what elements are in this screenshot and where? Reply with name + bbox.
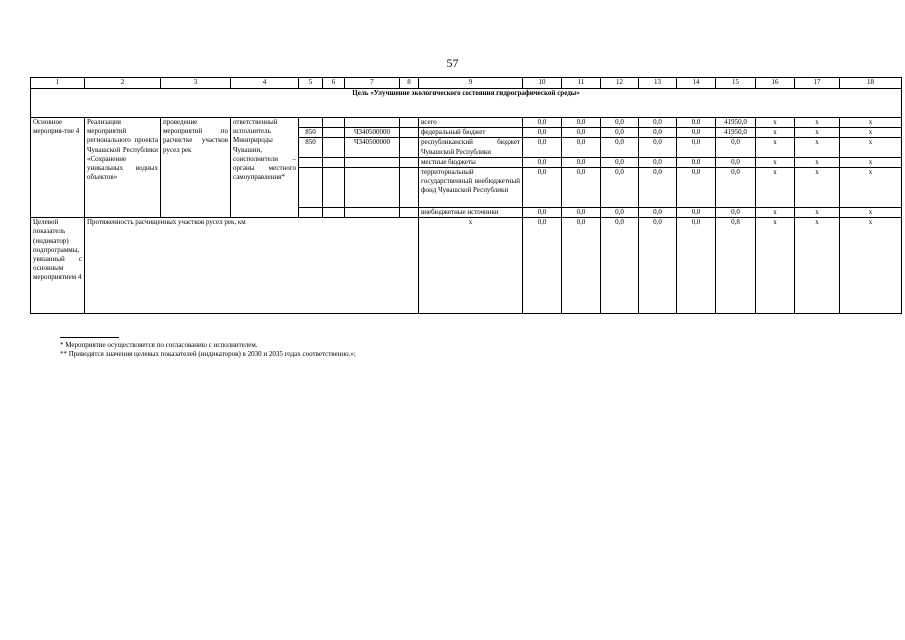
value-cell: 0,0 xyxy=(523,168,562,208)
value-cell: 0,0 xyxy=(601,157,639,167)
header-cell: 18 xyxy=(840,78,902,89)
indicator-value: 0,0 xyxy=(677,218,716,314)
value-cell: 0,0 xyxy=(562,138,601,157)
indicator-value: 0,0 xyxy=(562,218,601,314)
code-cell xyxy=(323,128,345,138)
header-cell: 2 xyxy=(85,78,161,89)
value-cell: 0,0 xyxy=(601,168,639,208)
event-name: Реализация мероприятий регионального проекта Чувашской Республики «Сохранение уникальных водных объектов» xyxy=(85,118,161,218)
footnote-separator xyxy=(60,337,119,338)
value-cell: 0,0 xyxy=(677,208,716,218)
code-cell xyxy=(400,118,419,128)
value-cell: 0,0 xyxy=(523,118,562,128)
code-cell xyxy=(345,157,400,167)
code-cell xyxy=(345,168,400,208)
value-cell: 0,0 xyxy=(677,128,716,138)
indicator-row xyxy=(31,218,902,314)
code-cell xyxy=(400,128,419,138)
value-cell: 41950,0 xyxy=(716,128,756,138)
code-cell xyxy=(299,168,323,208)
goal-row xyxy=(31,89,902,118)
finance-row xyxy=(31,118,902,128)
code-cell: 850 xyxy=(299,138,323,157)
value-cell: 0,0 xyxy=(601,138,639,157)
value-cell: x xyxy=(840,138,902,157)
header-cell: 7 xyxy=(345,78,400,89)
value-cell: 0,0 xyxy=(677,168,716,208)
header-cell: 8 xyxy=(400,78,419,89)
indicator-value: 0,8 xyxy=(716,218,756,314)
value-cell: x xyxy=(840,208,902,218)
header-cell: 4 xyxy=(231,78,299,89)
value-cell: 41950,0 xyxy=(716,118,756,128)
value-cell: x xyxy=(840,168,902,208)
value-cell: x xyxy=(756,157,795,167)
value-cell: 0,0 xyxy=(523,128,562,138)
value-cell: 0,0 xyxy=(639,128,677,138)
value-cell: x xyxy=(756,138,795,157)
value-cell: x xyxy=(795,138,840,157)
footnote: * Мероприятие осуществляется по согласованию с исполнителем. xyxy=(60,341,258,349)
value-cell: 0,0 xyxy=(562,208,601,218)
code-cell xyxy=(400,208,419,218)
code-cell xyxy=(345,118,400,128)
funding-source: всего xyxy=(419,118,523,128)
header-cell: 9 xyxy=(419,78,523,89)
value-cell: 0,0 xyxy=(677,118,716,128)
value-cell: x xyxy=(756,168,795,208)
header-cell: 14 xyxy=(677,78,716,89)
code-cell xyxy=(323,118,345,128)
value-cell: 0,0 xyxy=(562,168,601,208)
header-cell: 10 xyxy=(523,78,562,89)
code-cell: Ч340500000 xyxy=(345,138,400,157)
code-cell: 850 xyxy=(299,128,323,138)
value-cell: x xyxy=(840,157,902,167)
value-cell: 0,0 xyxy=(639,138,677,157)
value-cell: 0,0 xyxy=(677,138,716,157)
value-cell: 0,0 xyxy=(523,157,562,167)
indicator-label: Целевой показатель (индикатор) подпрограммы, увязанный с основным мероприятием 4 xyxy=(31,218,85,314)
funding-source: республиканский бюджет Чувашской Республики xyxy=(419,138,523,157)
value-cell: x xyxy=(795,168,840,208)
event-description: проведение мероприятий по расчистке участков русел рек xyxy=(161,118,231,218)
value-cell: x xyxy=(795,208,840,218)
code-cell xyxy=(299,208,323,218)
code-cell xyxy=(400,168,419,208)
indicator-value: 0,0 xyxy=(523,218,562,314)
value-cell: 0,0 xyxy=(523,208,562,218)
value-cell: 0,0 xyxy=(601,208,639,218)
value-cell: x xyxy=(756,128,795,138)
value-cell: 0,0 xyxy=(562,118,601,128)
header-cell: 16 xyxy=(756,78,795,89)
value-cell: x xyxy=(840,128,902,138)
value-cell: x xyxy=(795,128,840,138)
indicator-value: x xyxy=(795,218,840,314)
indicator-value: 0,0 xyxy=(601,218,639,314)
program-table xyxy=(30,77,902,314)
value-cell: 0,0 xyxy=(716,157,756,167)
code-cell xyxy=(299,118,323,128)
code-cell xyxy=(345,208,400,218)
code-cell xyxy=(299,157,323,167)
value-cell: x xyxy=(840,118,902,128)
code-cell xyxy=(400,157,419,167)
indicator-description: Протяженность расчищенных участков русел рек, км xyxy=(85,218,419,314)
event-type: Основное мероприя-тие 4 xyxy=(31,118,85,218)
value-cell: 0,0 xyxy=(562,157,601,167)
value-cell: 0,0 xyxy=(639,118,677,128)
value-cell: 0,0 xyxy=(523,138,562,157)
header-row xyxy=(31,78,902,89)
footnote: ** Приводятся значения целевых показателей (индикаторов) в 2030 и 2035 годах соответственно.»; xyxy=(60,350,356,358)
funding-source: местные бюджеты xyxy=(419,157,523,167)
value-cell: 0,0 xyxy=(639,208,677,218)
value-cell: x xyxy=(795,157,840,167)
value-cell: 0,0 xyxy=(716,138,756,157)
header-cell: 5 xyxy=(299,78,323,89)
header-cell: 13 xyxy=(639,78,677,89)
value-cell: x xyxy=(795,118,840,128)
value-cell: x xyxy=(756,118,795,128)
code-cell xyxy=(400,138,419,157)
funding-source: федеральный бюджет xyxy=(419,128,523,138)
header-cell: 1 xyxy=(31,78,85,89)
header-cell: 3 xyxy=(161,78,231,89)
header-cell: 12 xyxy=(601,78,639,89)
code-cell: Ч340500000 xyxy=(345,128,400,138)
header-cell: 15 xyxy=(716,78,756,89)
funding-source: территориальный государственный внебюджетный фонд Чувашской Республики xyxy=(419,168,523,208)
value-cell: 0,0 xyxy=(601,128,639,138)
event-executor: ответственный исполнитель Минприроды Чувашии, соисполнители – органы местного самоуправления* xyxy=(231,118,299,218)
header-cell: 17 xyxy=(795,78,840,89)
indicator-value: x xyxy=(756,218,795,314)
page-number: 57 xyxy=(446,56,459,70)
funding-source: внебюджетные источники xyxy=(419,208,523,218)
goal-title: Цель «Улучшение экологического состояния гидрографической среды» xyxy=(31,89,902,118)
indicator-source-cell: x xyxy=(419,218,523,314)
value-cell: 0,0 xyxy=(601,118,639,128)
value-cell: 0,0 xyxy=(639,168,677,208)
value-cell: 0,0 xyxy=(716,168,756,208)
value-cell: 0,0 xyxy=(639,157,677,167)
value-cell: 0,0 xyxy=(677,157,716,167)
indicator-value: 0,0 xyxy=(639,218,677,314)
header-cell: 6 xyxy=(323,78,345,89)
code-cell xyxy=(323,157,345,167)
indicator-value: x xyxy=(840,218,902,314)
value-cell: 0,0 xyxy=(716,208,756,218)
value-cell: 0,0 xyxy=(562,128,601,138)
code-cell xyxy=(323,168,345,208)
code-cell xyxy=(323,208,345,218)
header-cell: 11 xyxy=(562,78,601,89)
value-cell: x xyxy=(756,208,795,218)
code-cell xyxy=(323,138,345,157)
